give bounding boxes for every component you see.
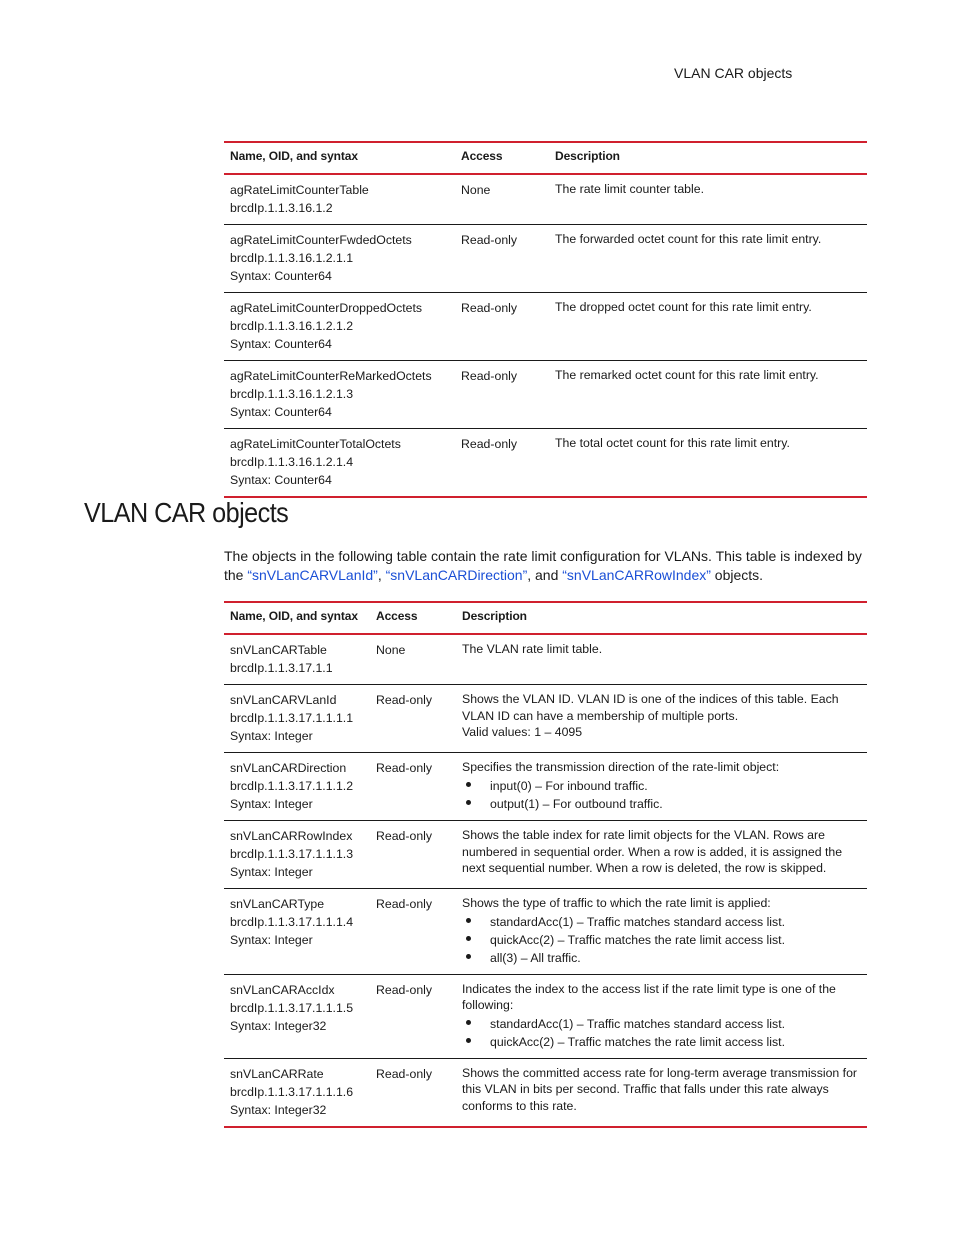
table-row	[224, 1058, 867, 1127]
access-cell: Read-only	[455, 293, 549, 361]
table-row	[224, 889, 867, 975]
object-syntax: Syntax: Integer32	[230, 1102, 327, 1117]
object-name: agRateLimitCounterDroppedOctets	[230, 301, 423, 315]
table-row	[224, 974, 867, 1058]
description-cell	[549, 293, 867, 361]
object-oid: brcdIp.1.1.3.17.1.1.1.6	[230, 1084, 354, 1099]
bullet-list	[462, 777, 861, 813]
valid-values: Valid values: 1 – 4095	[462, 725, 583, 739]
object-name: snVLanCARDirection	[230, 761, 347, 775]
access-cell: Read-only	[370, 685, 456, 753]
object-name: snVLanCARTable	[230, 643, 327, 657]
object-oid: brcdIp.1.1.3.16.1.2.1.2	[230, 319, 354, 333]
object-syntax: Syntax: Counter64	[230, 405, 332, 419]
bullet-item: standardAcc(1) – Traffic matches standard access list.	[462, 1015, 861, 1033]
bullet-list	[462, 913, 861, 967]
description-text: The rate limit counter table.	[555, 182, 704, 196]
name-oid-cell	[224, 974, 370, 1058]
vlan-car-table	[224, 601, 867, 1128]
table-header-row	[224, 142, 867, 174]
description-cell	[549, 174, 867, 225]
object-name: snVLanCARRate	[230, 1066, 324, 1081]
section-title: VLAN CAR objects	[84, 497, 289, 528]
column-header-access: Access	[370, 602, 456, 634]
object-syntax: Syntax: Counter64	[230, 337, 332, 351]
object-oid: brcdIp.1.1.3.17.1.1	[230, 661, 333, 675]
name-oid-cell	[224, 634, 370, 685]
description-text: The dropped octet count for this rate limit entry.	[555, 300, 812, 314]
running-header: VLAN CAR objects	[674, 65, 793, 81]
description-text: The total octet count for this rate limit entry.	[555, 436, 790, 450]
column-header-access: Access	[455, 142, 549, 174]
description-cell	[456, 974, 867, 1058]
bullet-list	[462, 1015, 861, 1051]
name-oid-cell	[224, 293, 455, 361]
table-header-row	[224, 602, 867, 634]
bullet-item: input(0) – For inbound traffic.	[462, 777, 861, 795]
object-name: agRateLimitCounterFwdedOctets	[230, 233, 412, 247]
name-oid-cell	[224, 225, 455, 293]
bullet-item: quickAcc(2) – Traffic matches the rate limit access list.	[462, 1033, 861, 1051]
description-text: Shows the committed access rate for long-term average transmission for this VLAN in bits per second. Traffic that falls under this rate always conforms to this rate.	[462, 1065, 858, 1113]
object-name: agRateLimitCounterTable	[230, 183, 369, 197]
object-name: snVLanCARVLanId	[230, 693, 337, 707]
object-syntax: Syntax: Integer32	[230, 1018, 327, 1033]
description-text: Indicates the index to the access list if the rate limit type is one of the following:	[462, 981, 836, 1012]
name-oid-cell	[224, 361, 455, 429]
name-oid-cell	[224, 889, 370, 975]
intro-text: The objects in the following table contain the rate limit configuration for VLANs. This table is indexed by the	[224, 548, 862, 583]
name-oid-cell	[224, 174, 455, 225]
description-cell	[549, 361, 867, 429]
object-name: agRateLimitCounterTotalOctets	[230, 437, 401, 451]
description-cell	[456, 1058, 867, 1127]
description-cell	[549, 225, 867, 293]
object-oid: brcdIp.1.1.3.16.1.2.1.4	[230, 455, 354, 469]
table-row	[224, 685, 867, 753]
access-cell: Read-only	[455, 429, 549, 498]
description-cell	[456, 685, 867, 753]
column-header-description: Description	[549, 142, 867, 174]
table-row	[224, 225, 867, 293]
intro-separator: ,	[377, 567, 386, 583]
description-text: The VLAN rate limit table.	[462, 642, 603, 656]
table-row	[224, 293, 867, 361]
table-row	[224, 174, 867, 225]
name-oid-cell	[224, 429, 455, 498]
object-oid: brcdIp.1.1.3.17.1.1.1.1	[230, 711, 354, 725]
link-snvlancarvlanid[interactable]: “snVLanCARVLanId”	[247, 567, 378, 583]
intro-separator: , and	[527, 567, 563, 583]
access-cell: Read-only	[455, 225, 549, 293]
section-intro	[224, 547, 864, 585]
bullet-item: quickAcc(2) – Traffic matches the rate limit access list.	[462, 931, 861, 949]
table-row	[224, 821, 867, 889]
name-oid-cell	[224, 753, 370, 821]
rate-limit-counter-table	[224, 141, 867, 498]
description-text: Shows the VLAN ID. VLAN ID is one of the indices of this table. Each VLAN ID can have a membership of multiple ports.	[462, 692, 839, 723]
object-syntax: Syntax: Integer	[230, 865, 313, 879]
object-name: agRateLimitCounterReMarkedOctets	[230, 369, 432, 383]
object-oid: brcdIp.1.1.3.17.1.1.1.2	[230, 779, 354, 793]
object-syntax: Syntax: Counter64	[230, 473, 332, 487]
access-cell: Read-only	[370, 1058, 456, 1127]
object-oid: brcdIp.1.1.3.16.1.2.1.1	[230, 251, 354, 265]
table-row	[224, 634, 867, 685]
description-text: The remarked octet count for this rate limit entry.	[555, 368, 819, 382]
object-name: snVLanCARType	[230, 897, 325, 911]
access-cell: Read-only	[370, 753, 456, 821]
description-cell	[456, 634, 867, 685]
bullet-item: output(1) – For outbound traffic.	[462, 795, 861, 813]
object-syntax: Syntax: Integer	[230, 797, 313, 811]
description-cell	[456, 889, 867, 975]
object-oid: brcdIp.1.1.3.17.1.1.1.5	[230, 1000, 354, 1015]
table-row	[224, 429, 867, 498]
object-oid: brcdIp.1.1.3.16.1.2	[230, 201, 333, 215]
name-oid-cell	[224, 685, 370, 753]
description-text: The forwarded octet count for this rate limit entry.	[555, 232, 822, 246]
description-cell	[549, 429, 867, 498]
link-snvlancardirection[interactable]: “snVLanCARDirection”	[385, 567, 528, 583]
object-syntax: Syntax: Integer	[230, 729, 313, 743]
object-oid: brcdIp.1.1.3.16.1.2.1.3	[230, 387, 354, 401]
description-text: Shows the table index for rate limit objects for the VLAN. Rows are numbered in sequential order. When a row is added, it is assigned the next sequential number. When a row is deleted, the row is skipped.	[462, 828, 843, 875]
bullet-item: standardAcc(1) – Traffic matches standard access list.	[462, 913, 861, 931]
object-name: snVLanCARRowIndex	[230, 829, 353, 843]
link-snvlancarrowindex[interactable]: “snVLanCARRowIndex”	[562, 567, 711, 583]
description-text: Shows the type of traffic to which the rate limit is applied:	[462, 896, 771, 910]
object-oid: brcdIp.1.1.3.17.1.1.1.4	[230, 915, 354, 929]
column-header-description: Description	[456, 602, 867, 634]
access-cell: Read-only	[370, 889, 456, 975]
object-name: snVLanCARAccIdx	[230, 982, 335, 997]
access-cell: Read-only	[370, 821, 456, 889]
bullet-item: all(3) – All traffic.	[462, 949, 861, 967]
object-syntax: Syntax: Counter64	[230, 269, 332, 283]
access-cell: None	[455, 174, 549, 225]
column-header-name: Name, OID, and syntax	[224, 142, 455, 174]
name-oid-cell	[224, 821, 370, 889]
description-cell	[456, 821, 867, 889]
description-cell	[456, 753, 867, 821]
table-row	[224, 753, 867, 821]
column-header-name: Name, OID, and syntax	[224, 602, 370, 634]
description-text: Specifies the transmission direction of the rate-limit object:	[462, 760, 780, 774]
access-cell: None	[370, 634, 456, 685]
access-cell: Read-only	[455, 361, 549, 429]
table-row	[224, 361, 867, 429]
object-oid: brcdIp.1.1.3.17.1.1.1.3	[230, 847, 354, 861]
access-cell: Read-only	[370, 974, 456, 1058]
name-oid-cell	[224, 1058, 370, 1127]
object-syntax: Syntax: Integer	[230, 933, 313, 947]
intro-text: objects.	[710, 567, 764, 583]
